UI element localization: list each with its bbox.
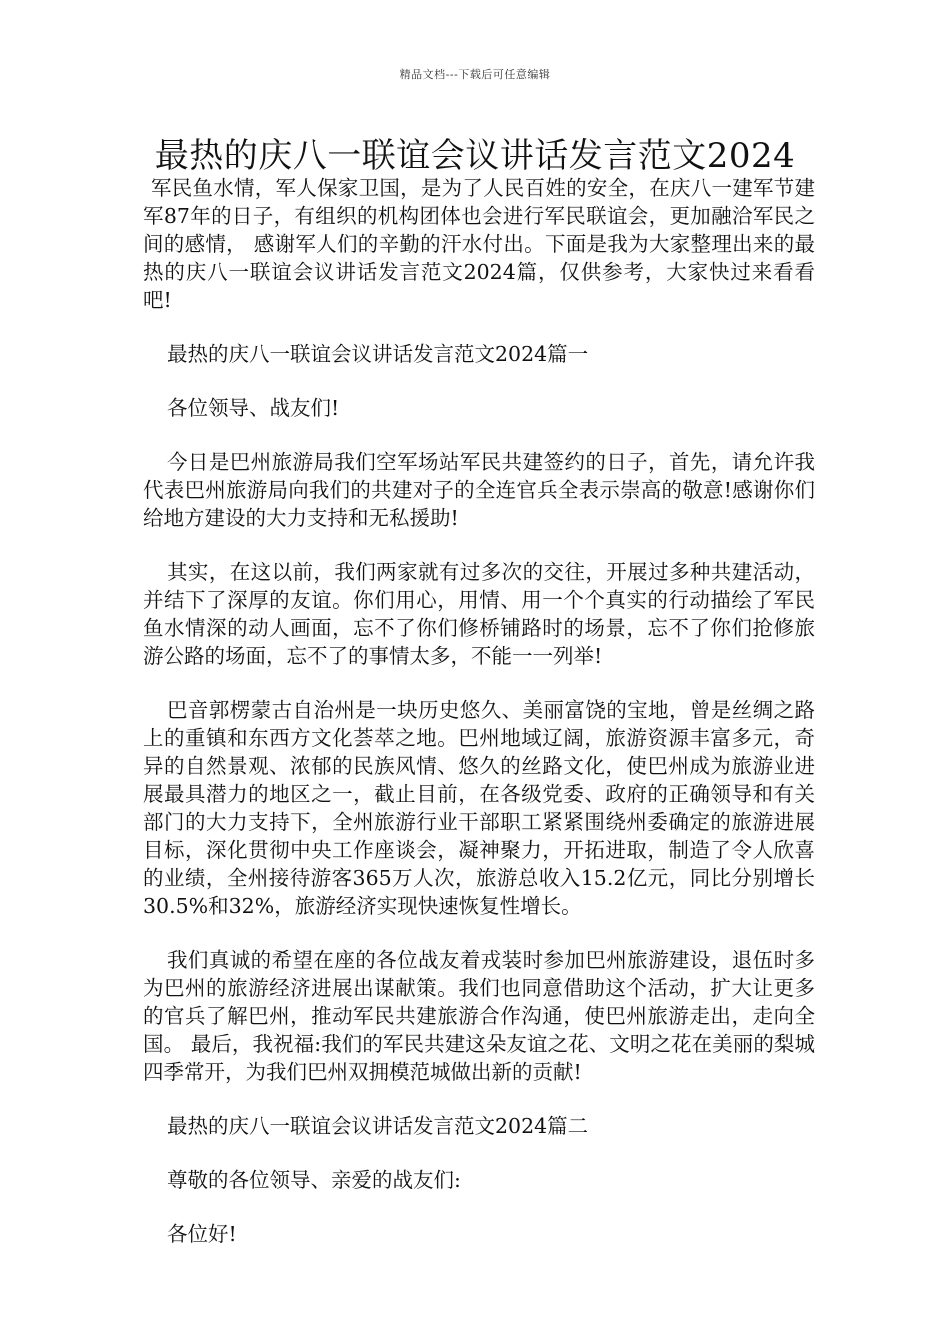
section-heading-1: 最热的庆八一联谊会议讲话发言范文2024篇一 <box>167 342 589 366</box>
body-paragraph: 今日是巴州旅游局我们空军场站军民共建签约的日子，首先，请允许我代表巴州旅游局向我们的共建对子的全连官兵全表示崇高的敬意!感谢你们给地方建设的大力支持和无私援助! <box>143 450 815 530</box>
body-paragraph: 巴音郭楞蒙古自治州是一块历史悠久、美丽富饶的宝地，曾是丝绸之路上的重镇和东西方文化荟萃之地。巴州地域辽阔，旅游资源丰富多元，奇异的自然景观、浓郁的民族风情、悠久的丝路文化，使巴州成为旅游业进展最具潜力的地区之一，截止目前，在各级党委、政府的正确领导和有关部门的大力支持下，全州旅游行业干部职工紧紧围绕州委确定的旅游进展目标，深化贯彻中央工作座谈会，凝神聚力，开拓进取，制造了令人欣喜的业绩，全州接待游客365万人次，旅游总收入15.2亿元，同比分别增长30.5%和32%，旅游经济实现快速恢复性增长。 <box>143 698 815 918</box>
greeting: 各位好! <box>167 1222 237 1246</box>
section-heading-2: 最热的庆八一联谊会议讲话发言范文2024篇二 <box>167 1114 589 1138</box>
body-paragraph: 我们真诚的希望在座的各位战友着戎装时参加巴州旅游建设，退伍时多为巴州的旅游经济进展出谋献策。我们也同意借助这个活动，扩大让更多的官兵了解巴州，推动军民共建旅游合作沟通，使巴州旅游走出，走向全国。 最后，我祝福:我们的军民共建这朵友谊之花、文明之花在美丽的梨城四季常开，为我们巴州双拥模范城做出新的贡献! <box>143 948 815 1084</box>
salutation-1: 各位领导、战友们! <box>167 396 340 420</box>
header-note: 精品文档---下载后可任意编辑 <box>399 68 551 81</box>
body-paragraph: 其实，在这以前，我们两家就有过多次的交往，开展过多种共建活动，并结下了深厚的友谊。你们用心，用情、用一个个真实的行动描绘了军民鱼水情深的动人画面，忘不了你们修桥铺路时的场景，忘不了你们抢修旅游公路的场面，忘不了的事情太多，不能一一列举! <box>143 560 815 668</box>
intro-paragraph: 军民鱼水情，军人保家卫国，是为了人民百姓的安全，在庆八一建军节建军87年的日子，有组织的机构团体也会进行军民联谊会，更加融洽军民之间的感情， 感谢军人们的辛勤的汗水付出。下面是我为大家整理出来的最热的庆八一联谊会议讲话发言范文2024篇，仅供参考，大家快过来看看吧! <box>143 176 815 312</box>
document-title: 最热的庆八一联谊会议讲话发言范文2024 <box>154 136 796 176</box>
document-body <box>143 174 815 1274</box>
salutation-2: 尊敬的各位领导、亲爱的战友们: <box>167 1168 461 1192</box>
